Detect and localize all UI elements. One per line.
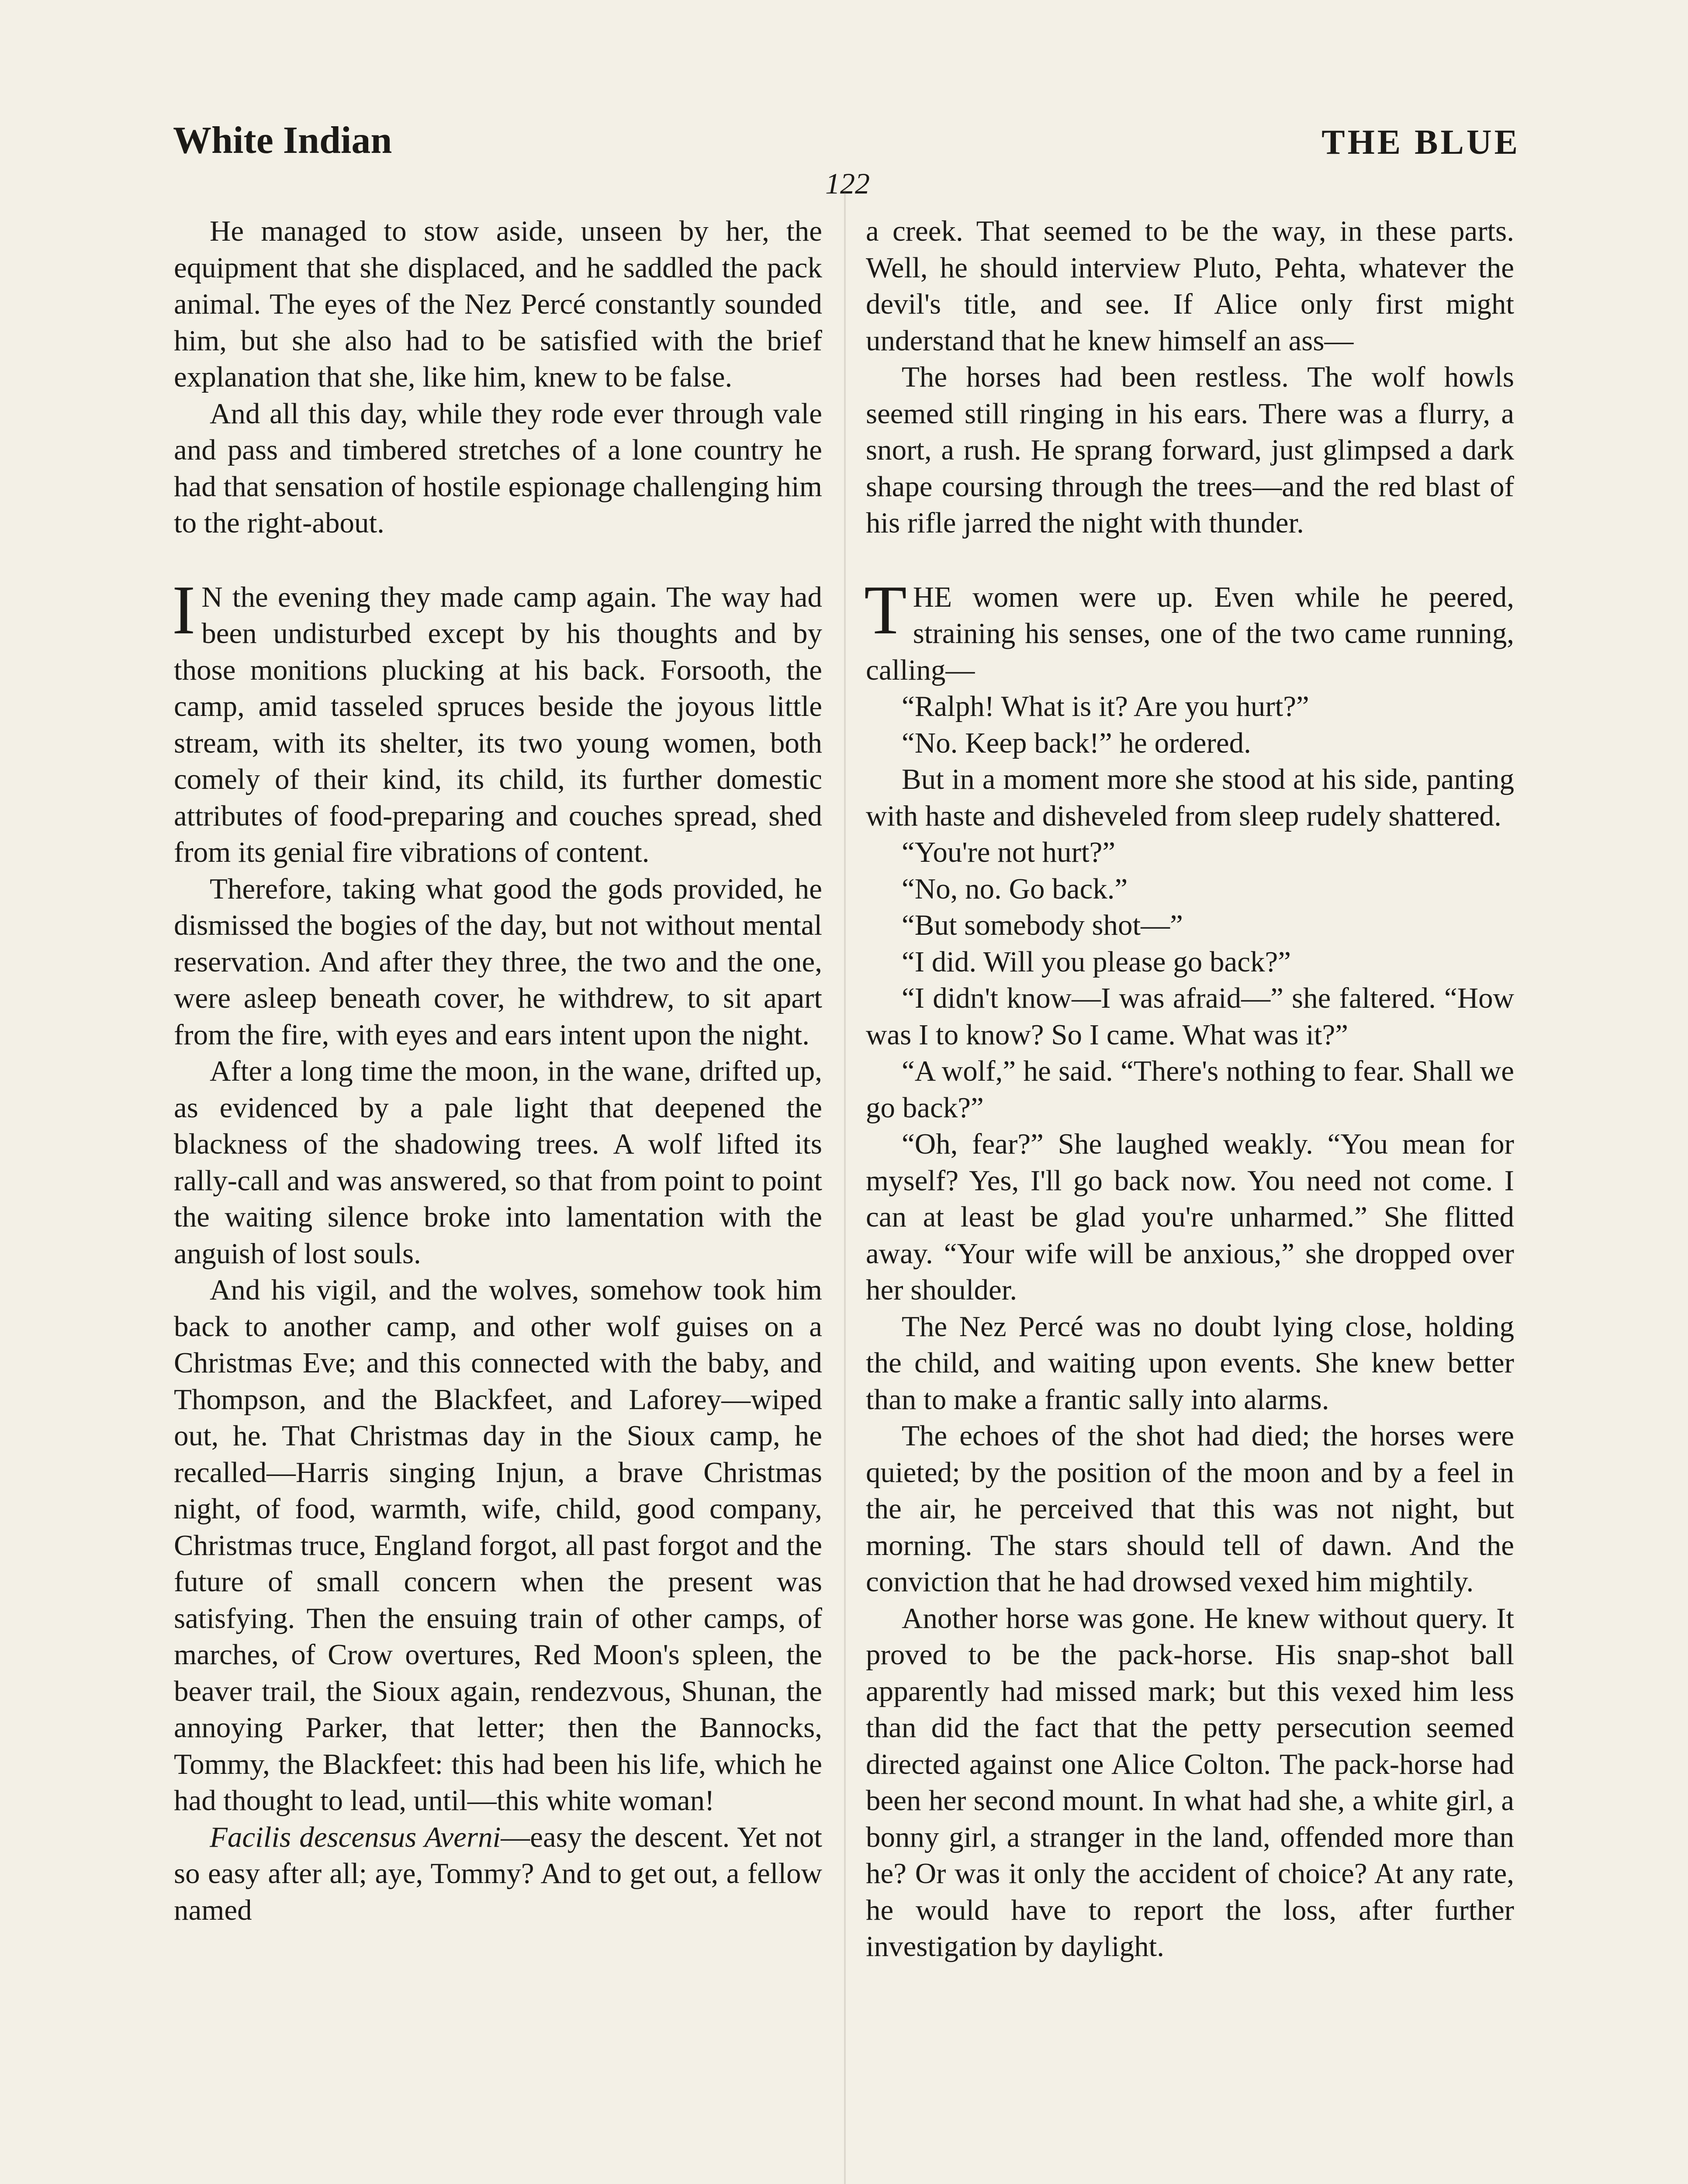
- paragraph: But in a moment more she stood at his side, panting with haste and disheveled from sleep rudely shattered.: [866, 763, 1514, 832]
- section-opening-paragraph: [864, 570, 1514, 689]
- paragraph: a creek. That seemed to be the way, in these parts. Well, he should interview Pluto, Pehta, whatever the devil's title, and see. If Alice only first might understand that he knew himself an ass—: [866, 215, 1514, 357]
- section-opening-word: N: [201, 581, 223, 613]
- drop-cap: T: [864, 570, 907, 649]
- running-head-magazine-title: THE BLUE: [1321, 123, 1520, 162]
- paragraph: And his vigil, and the wolves, somehow took him back to another camp, and other wolf guises on a Christmas Eve; and this connected with the baby, and Thompson, and the Blackfeet, and Laforey—wiped out, he. That Christmas day in the Sioux camp, he recalled—Harris singing Injun, a brave Christmas night, of food, warmth, wife, child, good company, Christmas truce, England forgot, all past forgot and the future of small concern when the present was satisfying. Then the ensuing train of other camps, of marches, of Crow overtures, Red Moon's spleen, the beaver trail, the Sioux again, rendezvous, Shunan, the annoying Parker, that letter; then the Bannocks, Tommy, the Blackfeet: this had been his life, which he had thought to lead, until—this white woman!: [174, 1274, 822, 1817]
- running-head-story-title: White Indian: [173, 119, 392, 162]
- paragraph: The horses had been restless. The wolf howls seemed still ringing in his ears. There was a flurry, a snort, a rush. He sprang forward, just glimpsed a dark shape coursing through the trees—and the red blast of his rifle jarred the night with thunder.: [866, 361, 1514, 539]
- paragraph: Another horse was gone. He knew without query. It proved to be the pack-horse. His snap-shot ball apparently had missed mark; but this vexed him less than did the fact that the petty persecution seemed directed against one Alice Colton. The pack-horse had been her second mount. In what had she, a white girl, a bonny girl, a stranger in the land, offended more than he? Or was it only the accident of choice? At any rate, he would have to report the loss, after further investigation by daylight.: [866, 1602, 1514, 1963]
- paragraph: The Nez Percé was no doubt lying close, holding the child, and waiting upon events. She knew better than to make a frantic sally into alarms.: [866, 1310, 1514, 1416]
- dialogue-line: “I did. Will you please go back?”: [902, 945, 1291, 978]
- dialogue-line: “Oh, fear?” She laughed weakly. “You mean for myself? Yes, I'll go back now. You need not come. I can at least be glad you're unharmed.” She flitted away. “Your wife will be anxious,” she dropped over her shoulder.: [866, 1128, 1514, 1306]
- paragraph: He managed to stow aside, unseen by her, the equipment that she displaced, and he saddled the pack animal. The eyes of the Nez Percé constantly sounded him, but she also had to be satisfied with the brief explanation that she, like him, knew to be false.: [174, 215, 822, 393]
- dialogue-line: “No. Keep back!” he ordered.: [902, 726, 1251, 759]
- paragraph-text: —easy the descent. Yet not so easy after all; aye, Tommy? And to get out, a fellow named: [174, 1821, 822, 1926]
- dialogue-line: “You're not hurt?”: [902, 836, 1116, 868]
- dialogue-line: “No, no. Go back.”: [902, 872, 1128, 905]
- paragraph-text: women were up. Even while he peered, straining his senses, one of the two came running, calling—: [866, 581, 1514, 686]
- dialogue-line: “I didn't know—I was afraid—” she faltered. “How was I to know? So I came. What was it?”: [866, 982, 1514, 1051]
- page-number: 122: [825, 167, 870, 200]
- section-opening-paragraph: [172, 570, 822, 871]
- latin-phrase: Facilis descensus Averni: [210, 1821, 501, 1853]
- section-opening-word: HE: [913, 581, 952, 613]
- paragraph: The echoes of the shot had died; the horses were quieted; by the position of the moon and by a feel in the air, he perceived that this was not night, but morning. The stars should tell of dawn. And the conviction that he had drowsed vexed him mightily.: [866, 1420, 1514, 1598]
- paragraph: After a long time the moon, in the wane, drifted up, as evidenced by a pale light that deepened the blackness of the shadowing trees. A wolf lifted its rally-call and was answered, so that from point to point the waiting silence broke into lamentation with the anguish of lost souls.: [174, 1055, 822, 1270]
- right-column: [866, 213, 1514, 1965]
- dialogue-line: “But somebody shot—”: [902, 909, 1183, 941]
- dialogue-line: “Ralph! What is it? Are you hurt?”: [902, 690, 1309, 722]
- paragraph: And all this day, while they rode ever through vale and pass and timbered stretches of a lone country he had that sensation of hostile espionage challenging him to the right-about.: [174, 397, 822, 539]
- column-gutter: [844, 188, 846, 2184]
- paragraph: [174, 1819, 822, 1929]
- dialogue-line: “A wolf,” he said. “There's nothing to fear. Shall we go back?”: [866, 1055, 1514, 1124]
- paragraph: Therefore, taking what good the gods provided, he dismissed the bogies of the day, but not without mental reservation. And after they three, the two and the one, were asleep beneath cover, he withdrew, to sit apart from the fire, with eyes and ears intent upon the night.: [174, 872, 822, 1051]
- paragraph-text: the evening they made camp again. The way had been undisturbed except by his thoughts and by those monitions plucking at his back. Forsooth, the camp, amid tasseled spruces beside the joyous little stream, with its shelter, its two young women, both comely of their kind, its child, its further domestic attributes of food-preparing and couches spread, shed from its genial fire vibrations of content.: [174, 581, 822, 868]
- drop-cap: I: [172, 570, 196, 649]
- left-column: [174, 213, 822, 1928]
